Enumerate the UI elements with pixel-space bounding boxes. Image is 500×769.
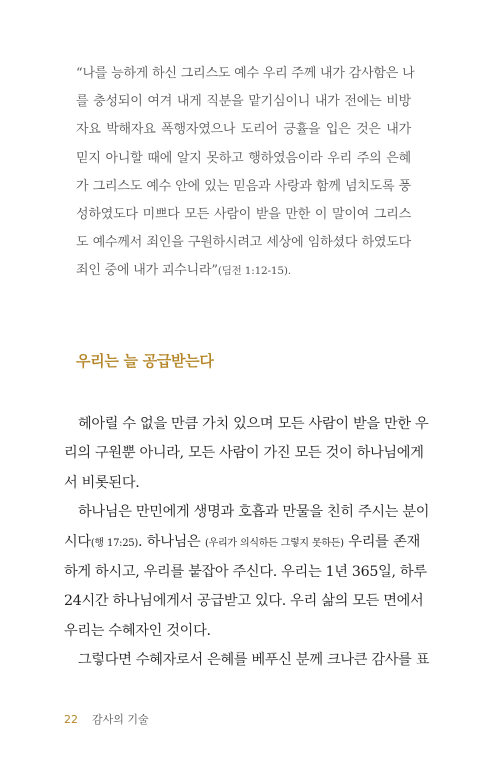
quote-line: 성하였도다 미쁘다 모든 사람이 받을 만한 이 말이여 그리스 <box>76 207 411 223</box>
page-number: 22 <box>64 713 78 726</box>
body-line: 서 비롯된다. <box>64 474 140 491</box>
body-line: 헤아릴 수 없을 만큼 가치 있으며 모든 사람이 받을 만한 우 <box>78 416 429 432</box>
section-heading: 우리는 늘 공급받는다 <box>76 352 214 370</box>
citation: (행 17:25) <box>90 537 138 549</box>
quote-line: “나를 능하게 하신 그리스도 예수 우리 주께 내가 감사함은 나 <box>76 66 415 81</box>
body-line: 그렇다면 수혜자로서 은혜를 베푸신 분께 크나큰 감사를 표 <box>78 652 430 669</box>
running-title: 감사의 기술 <box>92 713 149 726</box>
body-line: 리의 구원뿐 아니라, 모든 사람이 가진 모든 것이 하나님에게 <box>64 445 424 462</box>
page-footer <box>64 711 149 727</box>
body-line: 하나님은 만민에게 생명과 호흡과 만물을 친히 주시는 분이 <box>78 504 430 521</box>
body-text <box>64 410 430 676</box>
quote-line: 죄인 중에 내가 괴수니라” <box>76 263 218 279</box>
quote-last-line <box>76 257 411 285</box>
body-line-with-citation <box>64 528 420 558</box>
body-line: 우리는 수혜자인 것이다. <box>64 622 211 639</box>
body-fragment: 시다 <box>64 533 91 550</box>
quote-line: 가 그리스도 예수 안에 있는 믿음과 사랑과 함께 넘치도록 풍 <box>76 178 411 194</box>
scripture-quote <box>76 60 415 286</box>
quote-line: 를 충성되이 여겨 내게 직분을 맡기심이니 내가 전에는 비방 <box>76 94 411 110</box>
body-fragment: . 하나님은 <box>137 533 206 550</box>
quote-reference: (딤전 1:12-15). <box>217 265 291 278</box>
quote-line: 도 예수께서 죄인을 구원하시려고 세상에 임하셨다 하였도다 <box>76 235 411 251</box>
body-fragment: 우리를 존재 <box>343 533 420 550</box>
parenthetical-note: (우리가 의식하든 그렇지 못하든) <box>205 537 344 549</box>
quote-line: 자요 박해자요 폭행자였으나 도리어 긍휼을 입은 것은 내가 <box>76 122 411 138</box>
body-line: 하게 하시고, 우리를 붙잡아 주신다. 우리는 1년 365일, 하루 <box>64 564 427 581</box>
body-line: 24시간 하나님에게서 공급받고 있다. 우리 삶의 모든 면에서 <box>64 593 424 610</box>
quote-line: 믿지 아니할 때에 알지 못하고 행하였음이라 우리 주의 은혜 <box>76 150 411 166</box>
